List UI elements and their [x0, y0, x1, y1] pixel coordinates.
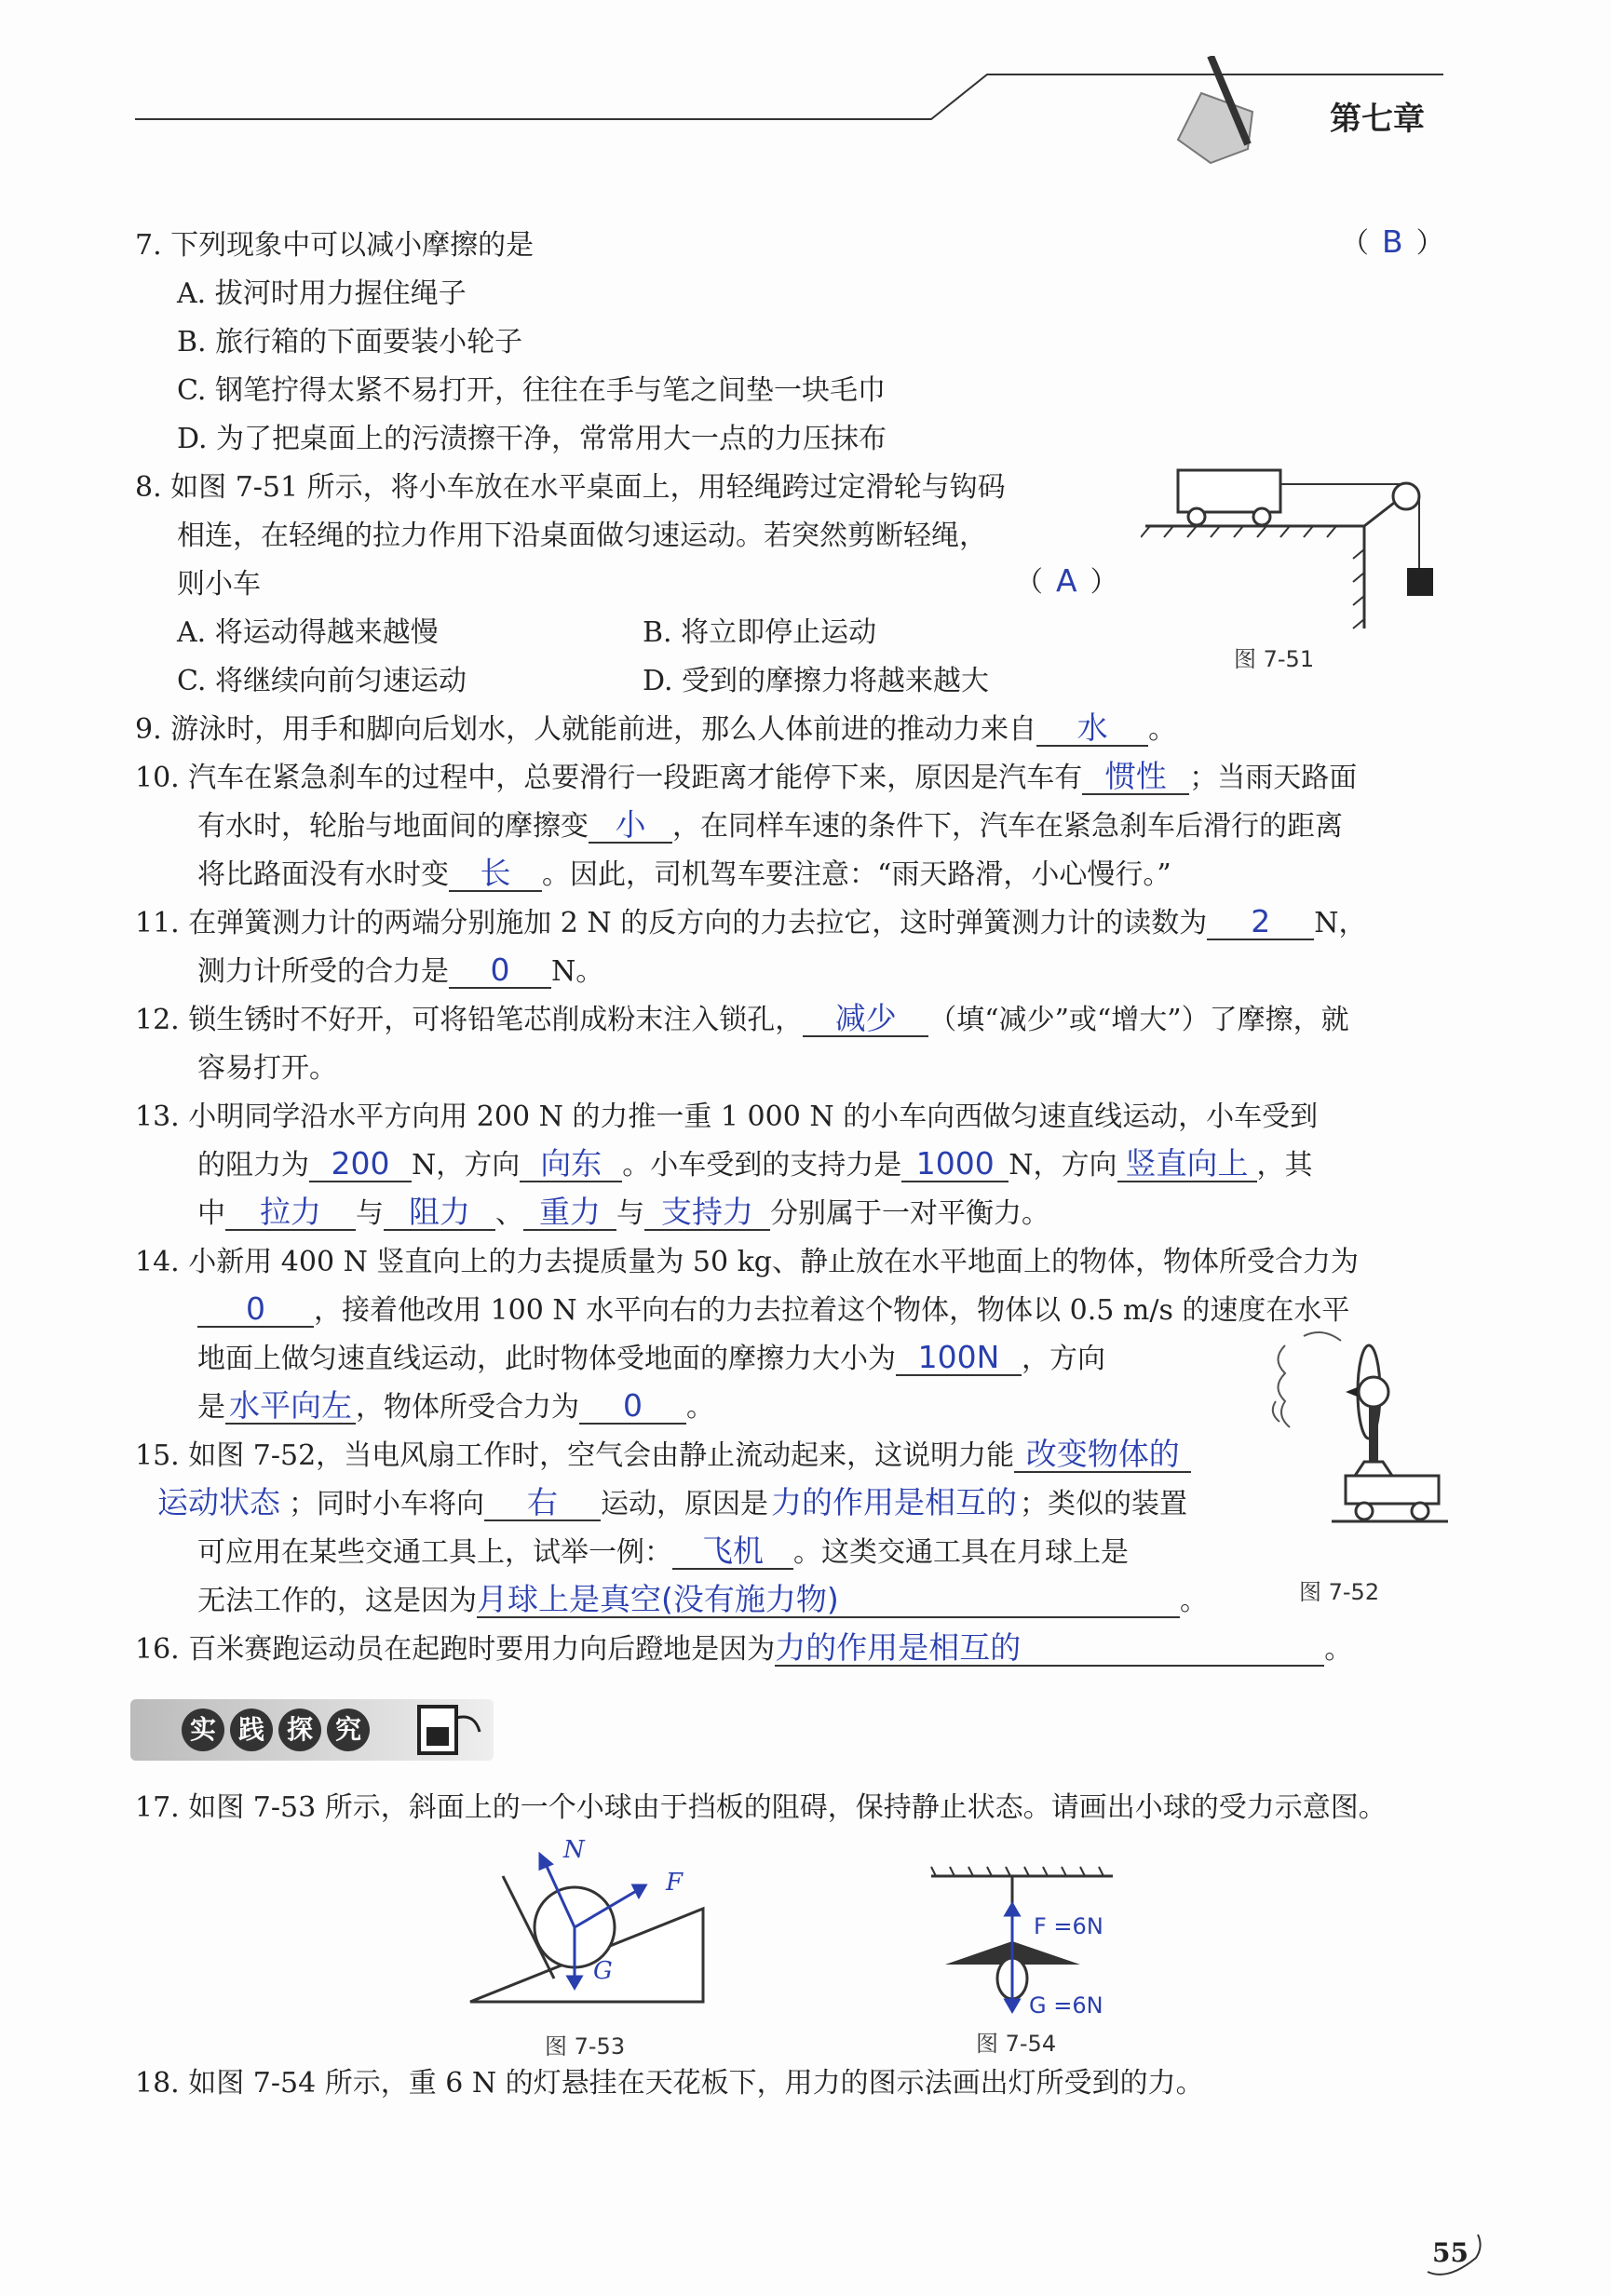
q12-line2: 容易打开。 [197, 1052, 337, 1085]
page-number-arc [1420, 2230, 1485, 2281]
q18-text: 18. 如图 7-54 所示，重 6 N 的灯悬挂在天花板下，用力的图示法画出灯所受到的力。 [135, 2067, 1204, 2100]
q8-answer: A [1056, 562, 1077, 599]
q15-line3: 可应用在某些交通工具上，试举一例： 飞机 。这类交通工具在月球上是 [197, 1533, 1129, 1569]
q8-option-b: B. 将立即停止运动 [643, 616, 877, 649]
q7-stem: 7. 下列现象中可以减小摩擦的是 [135, 229, 535, 262]
q8-option-a: A. 将运动得越来越慢 [177, 616, 439, 649]
q14-answer-3: 水平向左 [225, 1389, 356, 1425]
q15-line4: 无法工作的，这是因为月球上是真空(没有施力物) 。 [197, 1581, 1208, 1617]
label-G-6N: G =6N [1029, 1992, 1103, 2019]
chapter-title: 第七章 [1330, 101, 1425, 138]
q10-line1: 10. 汽车在紧急刹车的过程中，总要滑行一段距离才能停下来，原因是汽车有 惯性 ；当雨天路面 [135, 758, 1358, 794]
q16: 16. 百米赛跑运动员在起跑时要用力向后蹬地是因为力的作用是相互的 。 [135, 1629, 1353, 1666]
q14-answer-4: 0 [579, 1389, 686, 1425]
q14-answer-1: 0 [197, 1292, 314, 1328]
q7-answer: B [1382, 223, 1403, 260]
q10-answer-2: 小 [589, 808, 672, 844]
q17-text: 17. 如图 7-53 所示，斜面上的一个小球由于挡板的阻碍，保持静止状态。请画出小球的受力示意图。 [135, 1791, 1387, 1824]
q15-answer-4: 飞机 [672, 1534, 793, 1570]
q14-line3: 地面上做匀速直线运动，此时物体受地面的摩擦力大小为 100N ，方向 [197, 1339, 1105, 1375]
q11-line2: 测力计所受的合力是 0 N。 [197, 952, 604, 988]
q13-answer-2: 向东 [520, 1147, 622, 1182]
q13-answer-1: 200 [309, 1147, 412, 1182]
figure-7-51 [1141, 461, 1462, 638]
section-title: 实 践 探 究 [182, 1708, 375, 1751]
q7-option-c: C. 钢笔拧得太紧不易打开，往往在手与笔之间垫一块毛巾 [177, 374, 886, 407]
q11-line1: 11. 在弹簧测力计的两端分别施加 2 N 的反方向的力去拉它，这时弹簧测力计的读数为 2 N， [135, 903, 1367, 939]
q14-line2: 0 ，接着他改用 100 N 水平向右的力去拉着这个物体，物体以 0.5 m/s 的速度在水平 [197, 1292, 1349, 1330]
q13-line1: 13. 小明同学沿水平方向用 200 N 的力推一重 1 000 N 的小车向西做匀速直线运动，小车受到 [135, 1101, 1319, 1133]
q12-line1: 12. 锁生锈时不好开，可将铅笔芯削成粉末注入锁孔， 减少 （填“减少”或“增大”）了摩擦，就 [135, 1000, 1349, 1036]
q8-option-d: D. 受到的摩擦力将越来越大 [643, 665, 990, 697]
q8-answer-paren: （ A ） [1015, 562, 1118, 599]
q10-answer-3: 长 [449, 857, 542, 892]
q12-answer-1: 减少 [803, 1002, 928, 1037]
q16-answer: 力的作用是相互的 [775, 1631, 1324, 1667]
q15-answer-1b: 运动状态 [157, 1484, 280, 1520]
cart-wheel [1356, 1503, 1373, 1519]
fan-stand [1369, 1406, 1378, 1462]
caption-7-53: 图 7-53 [545, 2033, 626, 2060]
q13-answer-6: 阻力 [384, 1195, 495, 1231]
caption-7-51: 图 7-51 [1234, 646, 1315, 672]
q9-answer: 水 [1036, 711, 1148, 747]
q14-answer-2: 100N [896, 1341, 1022, 1376]
figure-7-54 [927, 1862, 1131, 2030]
q11-answer-1: 2 [1207, 905, 1314, 940]
label-F: F [666, 1869, 684, 1897]
label-F-6N: F =6N [1034, 1913, 1103, 1939]
q7-option-b: B. 旅行箱的下面要装小轮子 [177, 326, 523, 358]
q9: 9. 游泳时，用手和脚向后划水，人就能前进，那么人体前进的推动力来自 水 。 [135, 709, 1177, 746]
q14-line1: 14. 小新用 400 N 竖直向上的力去提质量为 50 kg、静止放在水平地面上的物体，物体所受合力为 [135, 1246, 1359, 1278]
q13-line3: 中 拉力 与 阻力 、 重力 与 支持力 分别属于一对平衡力。 [197, 1194, 1049, 1230]
q15-line1: 15. 如图 7-52，当电风扇工作时，空气会由静止流动起来，这说明力能 改变物体的 [135, 1438, 1191, 1475]
cart-wheel [1412, 1503, 1428, 1519]
q7-option-d: D. 为了把桌面上的污渍擦干净，常常用大一点的力压抹布 [177, 423, 887, 455]
q15-answer-2: 右 [484, 1486, 601, 1521]
caption-7-52: 图 7-52 [1299, 1579, 1380, 1605]
q15-line2: 运动状态 ；同时小车将向 右 运动，原因是力的作用是相互的 ；类似的装置 [149, 1486, 1187, 1523]
notebook-icon [410, 1699, 484, 1761]
q13-line2: 的阻力为 200 N，方向 向东 。小车受到的支持力是 1000 N，方向 竖直向上 ，其 [197, 1145, 1313, 1182]
q11-answer-2: 0 [449, 953, 551, 989]
caption-7-54: 图 7-54 [976, 2031, 1057, 2057]
q13-answer-3: 1000 [901, 1147, 1009, 1182]
section-banner [130, 1699, 494, 1761]
q7-option-a: A. 拔河时用力握住绳子 [177, 277, 467, 310]
label-G: G [593, 1957, 613, 1985]
cart-wheel [1253, 508, 1270, 525]
airflow-icon [1273, 1332, 1341, 1427]
cart-body [1178, 470, 1280, 512]
q13-answer-7: 重力 [523, 1195, 616, 1231]
q8-line2: 相连，在轻绳的拉力作用下沿桌面做匀速运动。若突然剪断轻绳， [177, 520, 987, 552]
header-rule [130, 56, 1453, 168]
q8-line1: 8. 如图 7-51 所示，将小车放在水平桌面上，用轻绳跨过定滑轮与钩码 [135, 471, 1006, 504]
q8-option-c: C. 将继续向前匀速运动 [177, 665, 467, 697]
q10-answer-1: 惯性 [1082, 760, 1189, 795]
q15-answer-3: 力的作用是相互的 [771, 1484, 1017, 1520]
figure-7-53 [466, 1839, 717, 2025]
q13-answer-5: 拉力 [225, 1195, 356, 1231]
q13-answer-8: 支持力 [644, 1195, 770, 1231]
figure-7-52 [1266, 1327, 1453, 1550]
cart-body [1346, 1476, 1439, 1504]
page-number: 55 [1432, 2237, 1469, 2268]
q8-line3: 则小车 [177, 568, 261, 601]
q10-line3: 将比路面没有水时变 长 。因此，司机驾车要注意：“雨天路滑，小心慢行。” [197, 855, 1171, 891]
q15-answer-1a: 改变物体的 [1014, 1438, 1191, 1473]
cart-wheel [1188, 508, 1205, 525]
pulley [1393, 483, 1419, 509]
q15-answer-5: 月球上是真空(没有施力物) [477, 1583, 1180, 1618]
pencil-icon [1178, 56, 1252, 163]
hook-weight [1407, 568, 1433, 596]
q13-answer-4: 竖直向上 [1117, 1147, 1257, 1182]
q7-answer-paren: （ B ） [1341, 223, 1444, 260]
q14-line4: 是 水平向左 ，物体所受合力为 0 。 [197, 1387, 714, 1424]
q10-line2: 有水时，轮胎与地面间的摩擦变 小 ，在同样车速的条件下，汽车在紧急刹车后滑行的距离 [197, 806, 1343, 843]
label-N: N [563, 1839, 585, 1864]
